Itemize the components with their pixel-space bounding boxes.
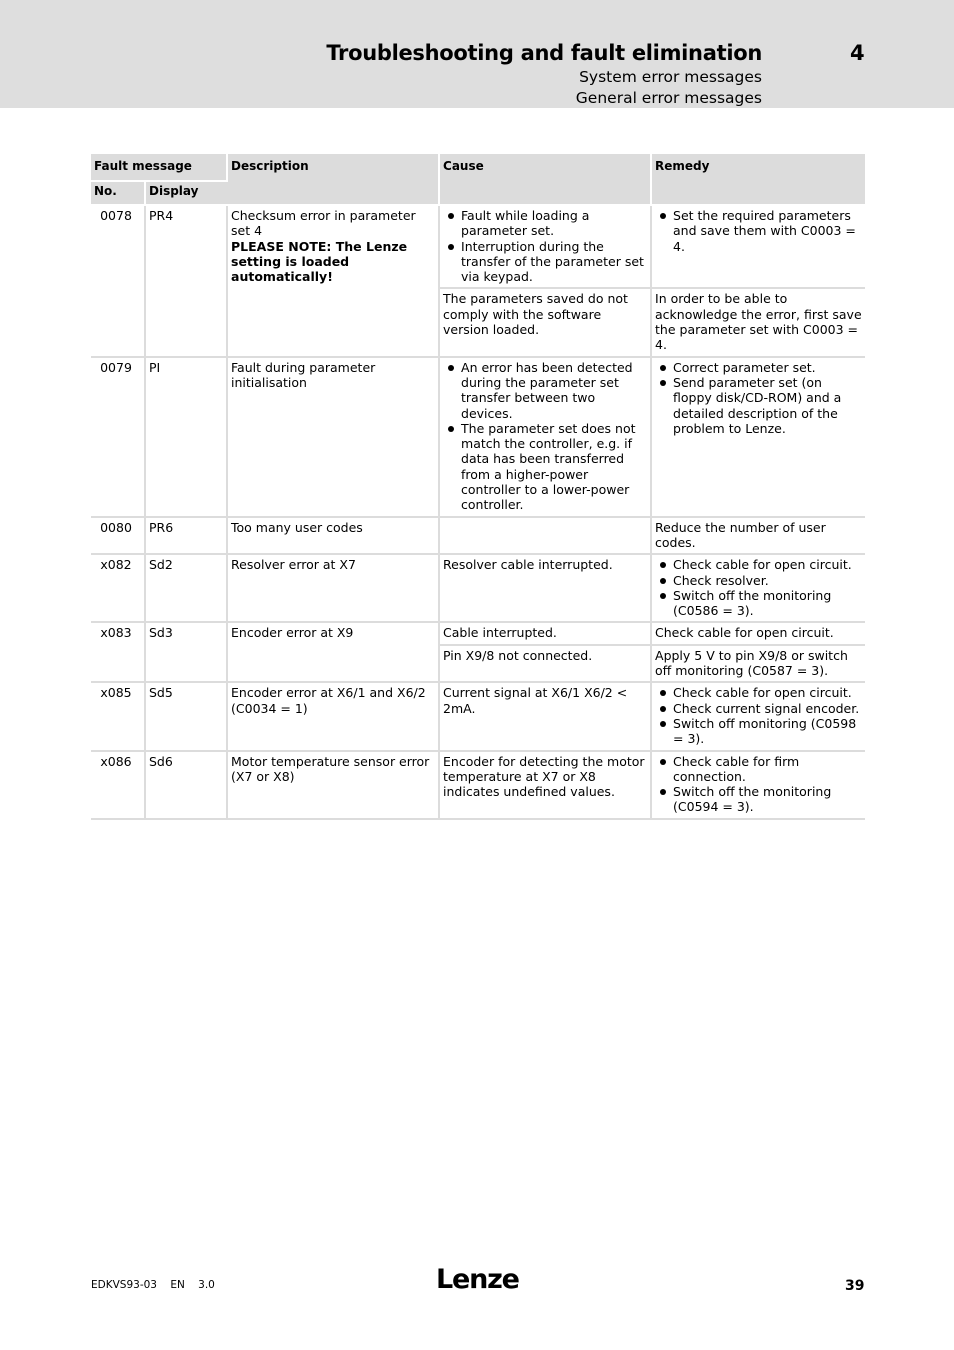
table-row	[91, 357, 865, 517]
fault-display: Sd2	[145, 554, 227, 622]
doc-version: 3.0	[198, 1279, 215, 1291]
list-item: Set the required parameters and save them with C0003 = 4.	[655, 208, 862, 254]
col-header-no: No.	[91, 181, 145, 205]
list-item: Check cable for open circuit.	[655, 685, 862, 700]
fault-number: x085	[91, 682, 145, 750]
fault-table	[91, 154, 865, 820]
list-item: Check current signal encoder.	[655, 701, 862, 716]
fault-cause	[439, 357, 651, 517]
list-item: Check cable for firm connection.	[655, 754, 862, 785]
doc-id: EDKVS93-03	[91, 1279, 157, 1291]
fault-number: 0080	[91, 517, 145, 555]
list-item: Send parameter set (on floppy disk/CD-ROM) and a detailed description of the problem to Lenze.	[655, 375, 862, 436]
fault-cause: Current signal at X6/1 X6/2 < 2mA.	[439, 682, 651, 750]
fault-display: PR4	[145, 205, 227, 357]
fault-display: Sd3	[145, 622, 227, 682]
footer-doc-info	[91, 1279, 225, 1291]
section-subtitle: System error messages	[579, 68, 762, 86]
fault-cause: Resolver cable interrupted.	[439, 554, 651, 622]
fault-remedy	[651, 554, 865, 622]
page-title: Troubleshooting and fault elimination	[326, 41, 762, 65]
list-item: Check resolver.	[655, 573, 862, 588]
list-item: Check cable for open circuit.	[655, 557, 862, 572]
fault-number: 0079	[91, 357, 145, 517]
list-item: Correct parameter set.	[655, 360, 862, 375]
fault-description: Encoder error at X9	[227, 622, 439, 682]
fault-display: Sd5	[145, 682, 227, 750]
list-item: Switch off monitoring (C0598 = 3).	[655, 716, 862, 747]
col-header-remedy: Remedy	[651, 154, 865, 205]
fault-description: Too many user codes	[227, 517, 439, 555]
table-row	[91, 554, 865, 622]
table-row	[91, 751, 865, 819]
fault-description	[227, 205, 439, 357]
fault-remedy: Apply 5 V to pin X9/8 or switch off monitoring (C0587 = 3).	[651, 645, 865, 683]
fault-cause: Cable interrupted.	[439, 622, 651, 644]
fault-cause: Pin X9/8 not connected.	[439, 645, 651, 683]
subsection-subtitle: General error messages	[575, 89, 762, 107]
fault-remedy	[651, 751, 865, 819]
fault-remedy: Reduce the number of user codes.	[651, 517, 865, 555]
fault-remedy: Check cable for open circuit.	[651, 622, 865, 644]
fault-cause	[439, 517, 651, 555]
fault-remedy: In order to be able to acknowledge the error, first save the parameter set with C0003 = 4.	[651, 288, 865, 356]
list-item: Switch off the monitoring (C0594 = 3).	[655, 784, 862, 815]
col-header-fault-message: Fault message	[91, 154, 227, 181]
fault-display: Sd6	[145, 751, 227, 819]
lenze-logo: Lenze	[436, 1264, 519, 1295]
fault-cause: Encoder for detecting the motor temperature at X7 or X8 indicates undefined values.	[439, 751, 651, 819]
fault-description: Fault during parameter initialisation	[227, 357, 439, 517]
chapter-number: 4	[850, 41, 865, 65]
list-item: The parameter set does not match the controller, e.g. if data has been transferred from a higher-power controller to a lower-power controller.	[443, 421, 647, 513]
fault-cause: The parameters saved do not comply with the software version loaded.	[439, 288, 651, 356]
description-text: Checksum error in parameter set 4	[231, 208, 416, 239]
list-item: Fault while loading a parameter set.	[443, 208, 647, 239]
col-header-display: Display	[145, 181, 227, 205]
fault-description: Resolver error at X7	[227, 554, 439, 622]
col-header-description: Description	[227, 154, 439, 205]
fault-display: PR6	[145, 517, 227, 555]
fault-remedy	[651, 205, 865, 288]
table-row	[91, 622, 865, 644]
col-header-cause: Cause	[439, 154, 651, 205]
fault-display: PI	[145, 357, 227, 517]
doc-language: EN	[170, 1279, 185, 1291]
fault-description: Motor temperature sensor error (X7 or X8)	[227, 751, 439, 819]
table-row	[91, 205, 865, 288]
table-row	[91, 517, 865, 555]
fault-description: Encoder error at X6/1 and X6/2 (C0034 = 1)	[227, 682, 439, 750]
table-row	[91, 682, 865, 750]
fault-cause	[439, 205, 651, 288]
fault-number: x082	[91, 554, 145, 622]
description-note: PLEASE NOTE: The Lenze setting is loaded automatically!	[231, 238, 408, 285]
page-number: 39	[845, 1278, 865, 1294]
fault-number: x086	[91, 751, 145, 819]
list-item: An error has been detected during the parameter set transfer between two devices.	[443, 360, 647, 421]
list-item: Interruption during the transfer of the parameter set via keypad.	[443, 239, 647, 285]
fault-remedy	[651, 682, 865, 750]
list-item: Switch off the monitoring (C0586 = 3).	[655, 588, 862, 619]
fault-remedy	[651, 357, 865, 517]
fault-number: 0078	[91, 205, 145, 357]
fault-number: x083	[91, 622, 145, 682]
